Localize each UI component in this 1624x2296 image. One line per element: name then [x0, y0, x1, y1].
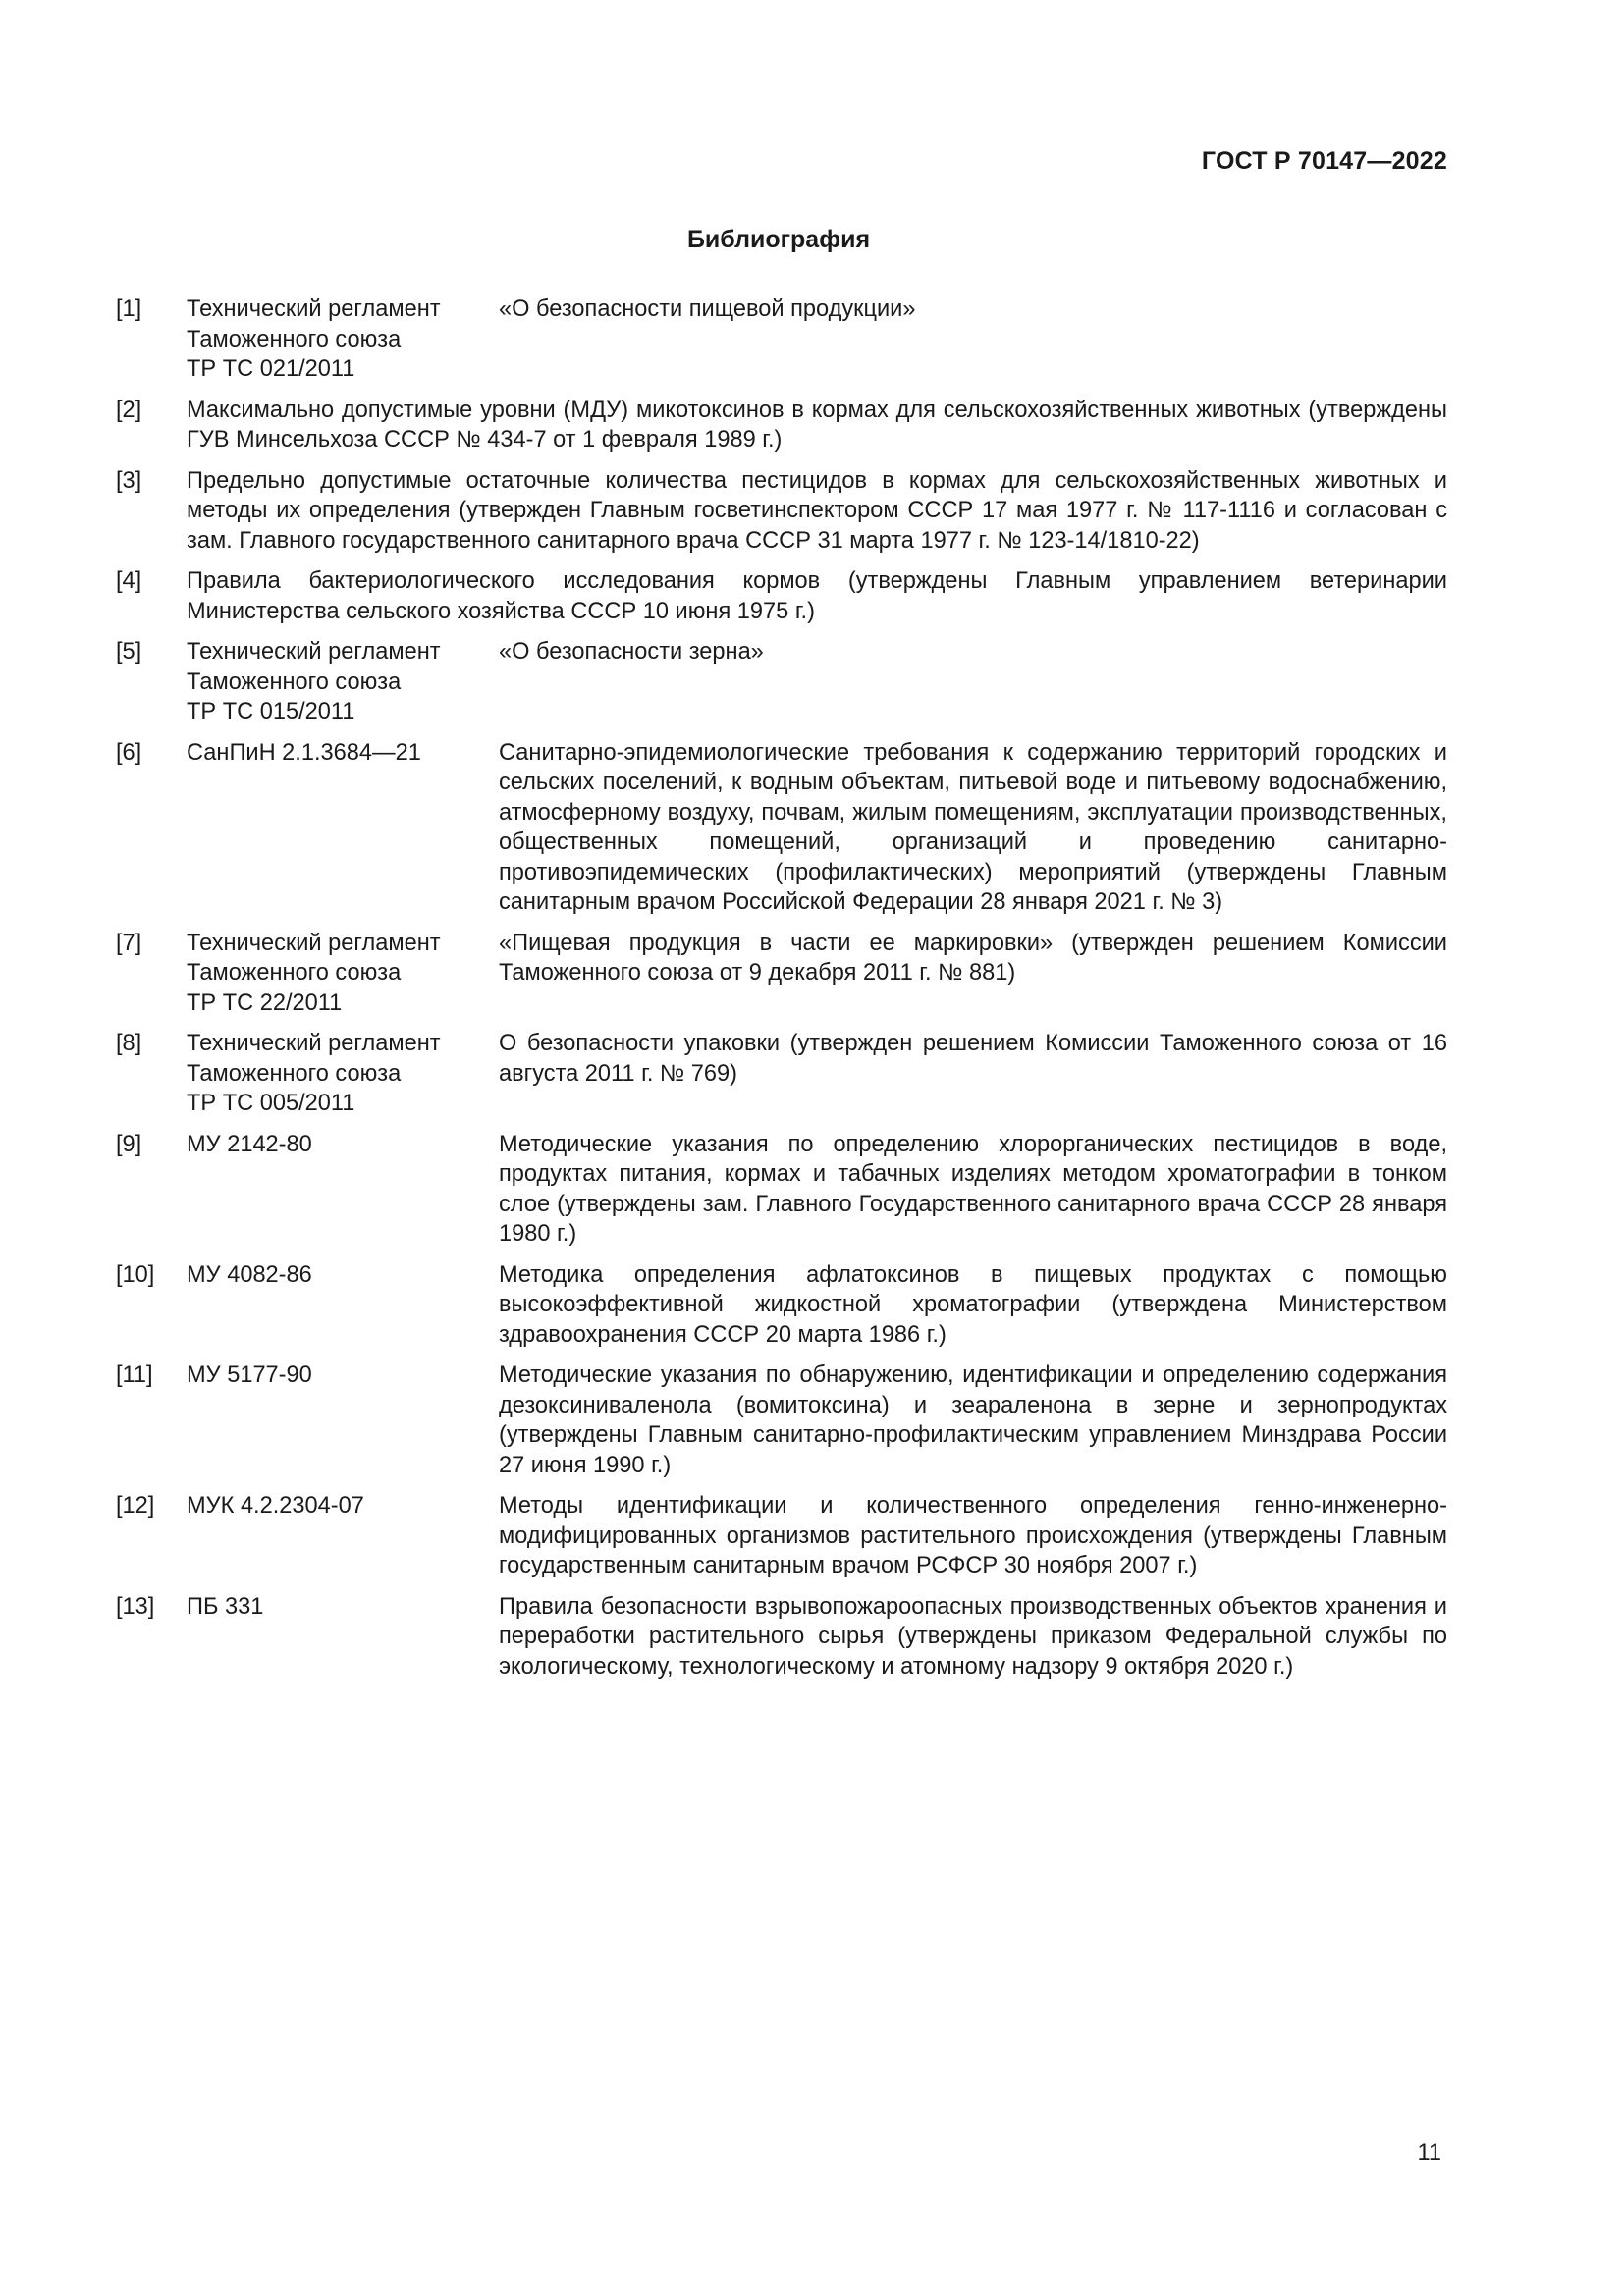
- entry-number: [10]: [116, 1261, 155, 1288]
- bibliography-entry: [116, 466, 1447, 557]
- entry-description: «Пищевая продукция в части ее маркировки» (утвержден решением Комиссии Таможенного союза от 9 декабря 2011 г. № 881): [499, 930, 1447, 986]
- entry-number: [2]: [116, 397, 142, 423]
- bibliography-entry: [116, 396, 1447, 455]
- entry-designation: Технический регламент Таможенного союза ТР ТС 015/2011: [187, 639, 441, 724]
- bibliography-entry: [116, 1130, 1447, 1250]
- entry-designation: ПБ 331: [187, 1593, 264, 1620]
- entry-description: Правила бактериологического исследования кормов (утверждены Главным управлением ветеринарии Министерства сельского хозяйства СССР 10 июня 1975 г.): [187, 568, 1447, 624]
- bibliography-entry: [116, 1592, 1447, 1682]
- bibliography-entry: [116, 1361, 1447, 1480]
- entry-designation: МУК 4.2.2304-07: [187, 1493, 364, 1519]
- entry-number: [8]: [116, 1031, 142, 1056]
- bibliography-entry: [116, 1029, 1447, 1119]
- entry-number: [13]: [116, 1593, 155, 1620]
- bibliography-list: [116, 294, 1447, 1692]
- entry-number: [11]: [116, 1362, 153, 1388]
- entry-number: [7]: [116, 930, 142, 956]
- bibliography-entry: [116, 637, 1447, 727]
- entry-description: Методические указания по обнаружению, идентификации и определению содержания дезоксиниваленола (вомитоксина) и зеараленона в зерне и зернопродуктах (утверждены Главным санитарно-профилактическим управлением Минздрава России 27 июня 1990 г.): [499, 1362, 1447, 1478]
- entry-number: [3]: [116, 467, 142, 494]
- document-code: ГОСТ Р 70147—2022: [1201, 147, 1447, 175]
- bibliography-entry: [116, 294, 1447, 385]
- bibliography-entry: [116, 929, 1447, 1019]
- bibliography-entry: [116, 1491, 1447, 1581]
- entry-designation: Технический регламент Таможенного союза ТР ТС 22/2011: [187, 930, 441, 1016]
- entry-description: О безопасности упаковки (утвержден решением Комиссии Таможенного союза от 16 августа 2011 г. № 769): [499, 1031, 1447, 1087]
- entry-number: [9]: [116, 1131, 142, 1157]
- entry-designation: Технический регламент Таможенного союза ТР ТС 005/2011: [187, 1031, 441, 1116]
- bibliography-entry: [116, 1260, 1447, 1351]
- entry-designation: МУ 5177-90: [187, 1362, 312, 1388]
- entry-designation: СанПиН 2.1.3684—21: [187, 739, 421, 766]
- bibliography-entry: [116, 566, 1447, 626]
- entry-number: [4]: [116, 568, 142, 594]
- entry-description: Санитарно-эпидемиологические требования к содержанию территорий городских и сельских поселений, к водным объектам, питьевой воде и питьевому водоснабжению, атмосферному воздуху, почвам, жилым помещениям, эксплуатации производственных, общественных помещений, организаций и проведению санитарно-противоэпидемических (профилактических) мероприятий (утверждены Главным санитарным врачом Российской Федерации 28 января 2021 г. № 3): [499, 739, 1447, 915]
- entry-description: Предельно допустимые остаточные количества пестицидов в кормах для сельскохозяйственных животных и методы их определения (утвержден Главным госветинспектором СССР 17 мая 1977 г. № 117-1116 и согласован с зам. Главного государственного санитарного врача СССР 31 марта 1977 г. № 123-14/1810-22): [187, 467, 1447, 554]
- bibliography-entry: [116, 738, 1447, 918]
- entry-designation: МУ 2142-80: [187, 1131, 312, 1157]
- entry-description: Методические указания по определению хлорорганических пестицидов в воде, продуктах питания, кормах и табачных изделиях методом хроматографии в тонком слое (утверждены зам. Главного Государственного санитарного врача СССР 28 января 1980 г.): [499, 1131, 1447, 1247]
- bibliography-title: Библиография: [686, 226, 871, 253]
- entry-designation: Технический регламент Таможенного союза ТР ТС 021/2011: [187, 296, 441, 382]
- entry-designation: МУ 4082-86: [187, 1261, 312, 1288]
- entry-number: [5]: [116, 639, 142, 665]
- entry-description: Максимально допустимые уровни (МДУ) микотоксинов в кормах для сельскохозяйственных животных (утверждены ГУВ Минсельхоза СССР № 434-7 от 1 февраля 1989 г.): [187, 397, 1447, 453]
- entry-description: Методы идентификации и количественного определения генно-инженерно-модифицированных организмов растительного происхождения (утверждены Главным государственным санитарным врачом РСФСР 30 ноября 2007 г.): [499, 1493, 1447, 1578]
- entry-description: Правила безопасности взрывопожароопасных производственных объектов хранения и переработки растительного сырья (утверждены приказом Федеральной службы по экологическому, технологическому и атомному надзору 9 октября 2020 г.): [499, 1593, 1447, 1680]
- entry-number: [1]: [116, 296, 142, 322]
- entry-number: [6]: [116, 739, 142, 766]
- page-number: 11: [1417, 2140, 1441, 2165]
- entry-description: «О безопасности зерна»: [499, 639, 764, 665]
- entry-number: [12]: [116, 1493, 155, 1519]
- entry-description: Методика определения афлатоксинов в пищевых продуктах с помощью высокоэффективной жидкостной хроматографии (утверждена Министерством здравоохранения СССР 20 марта 1986 г.): [499, 1261, 1447, 1348]
- entry-description: «О безопасности пищевой продукции»: [499, 296, 916, 322]
